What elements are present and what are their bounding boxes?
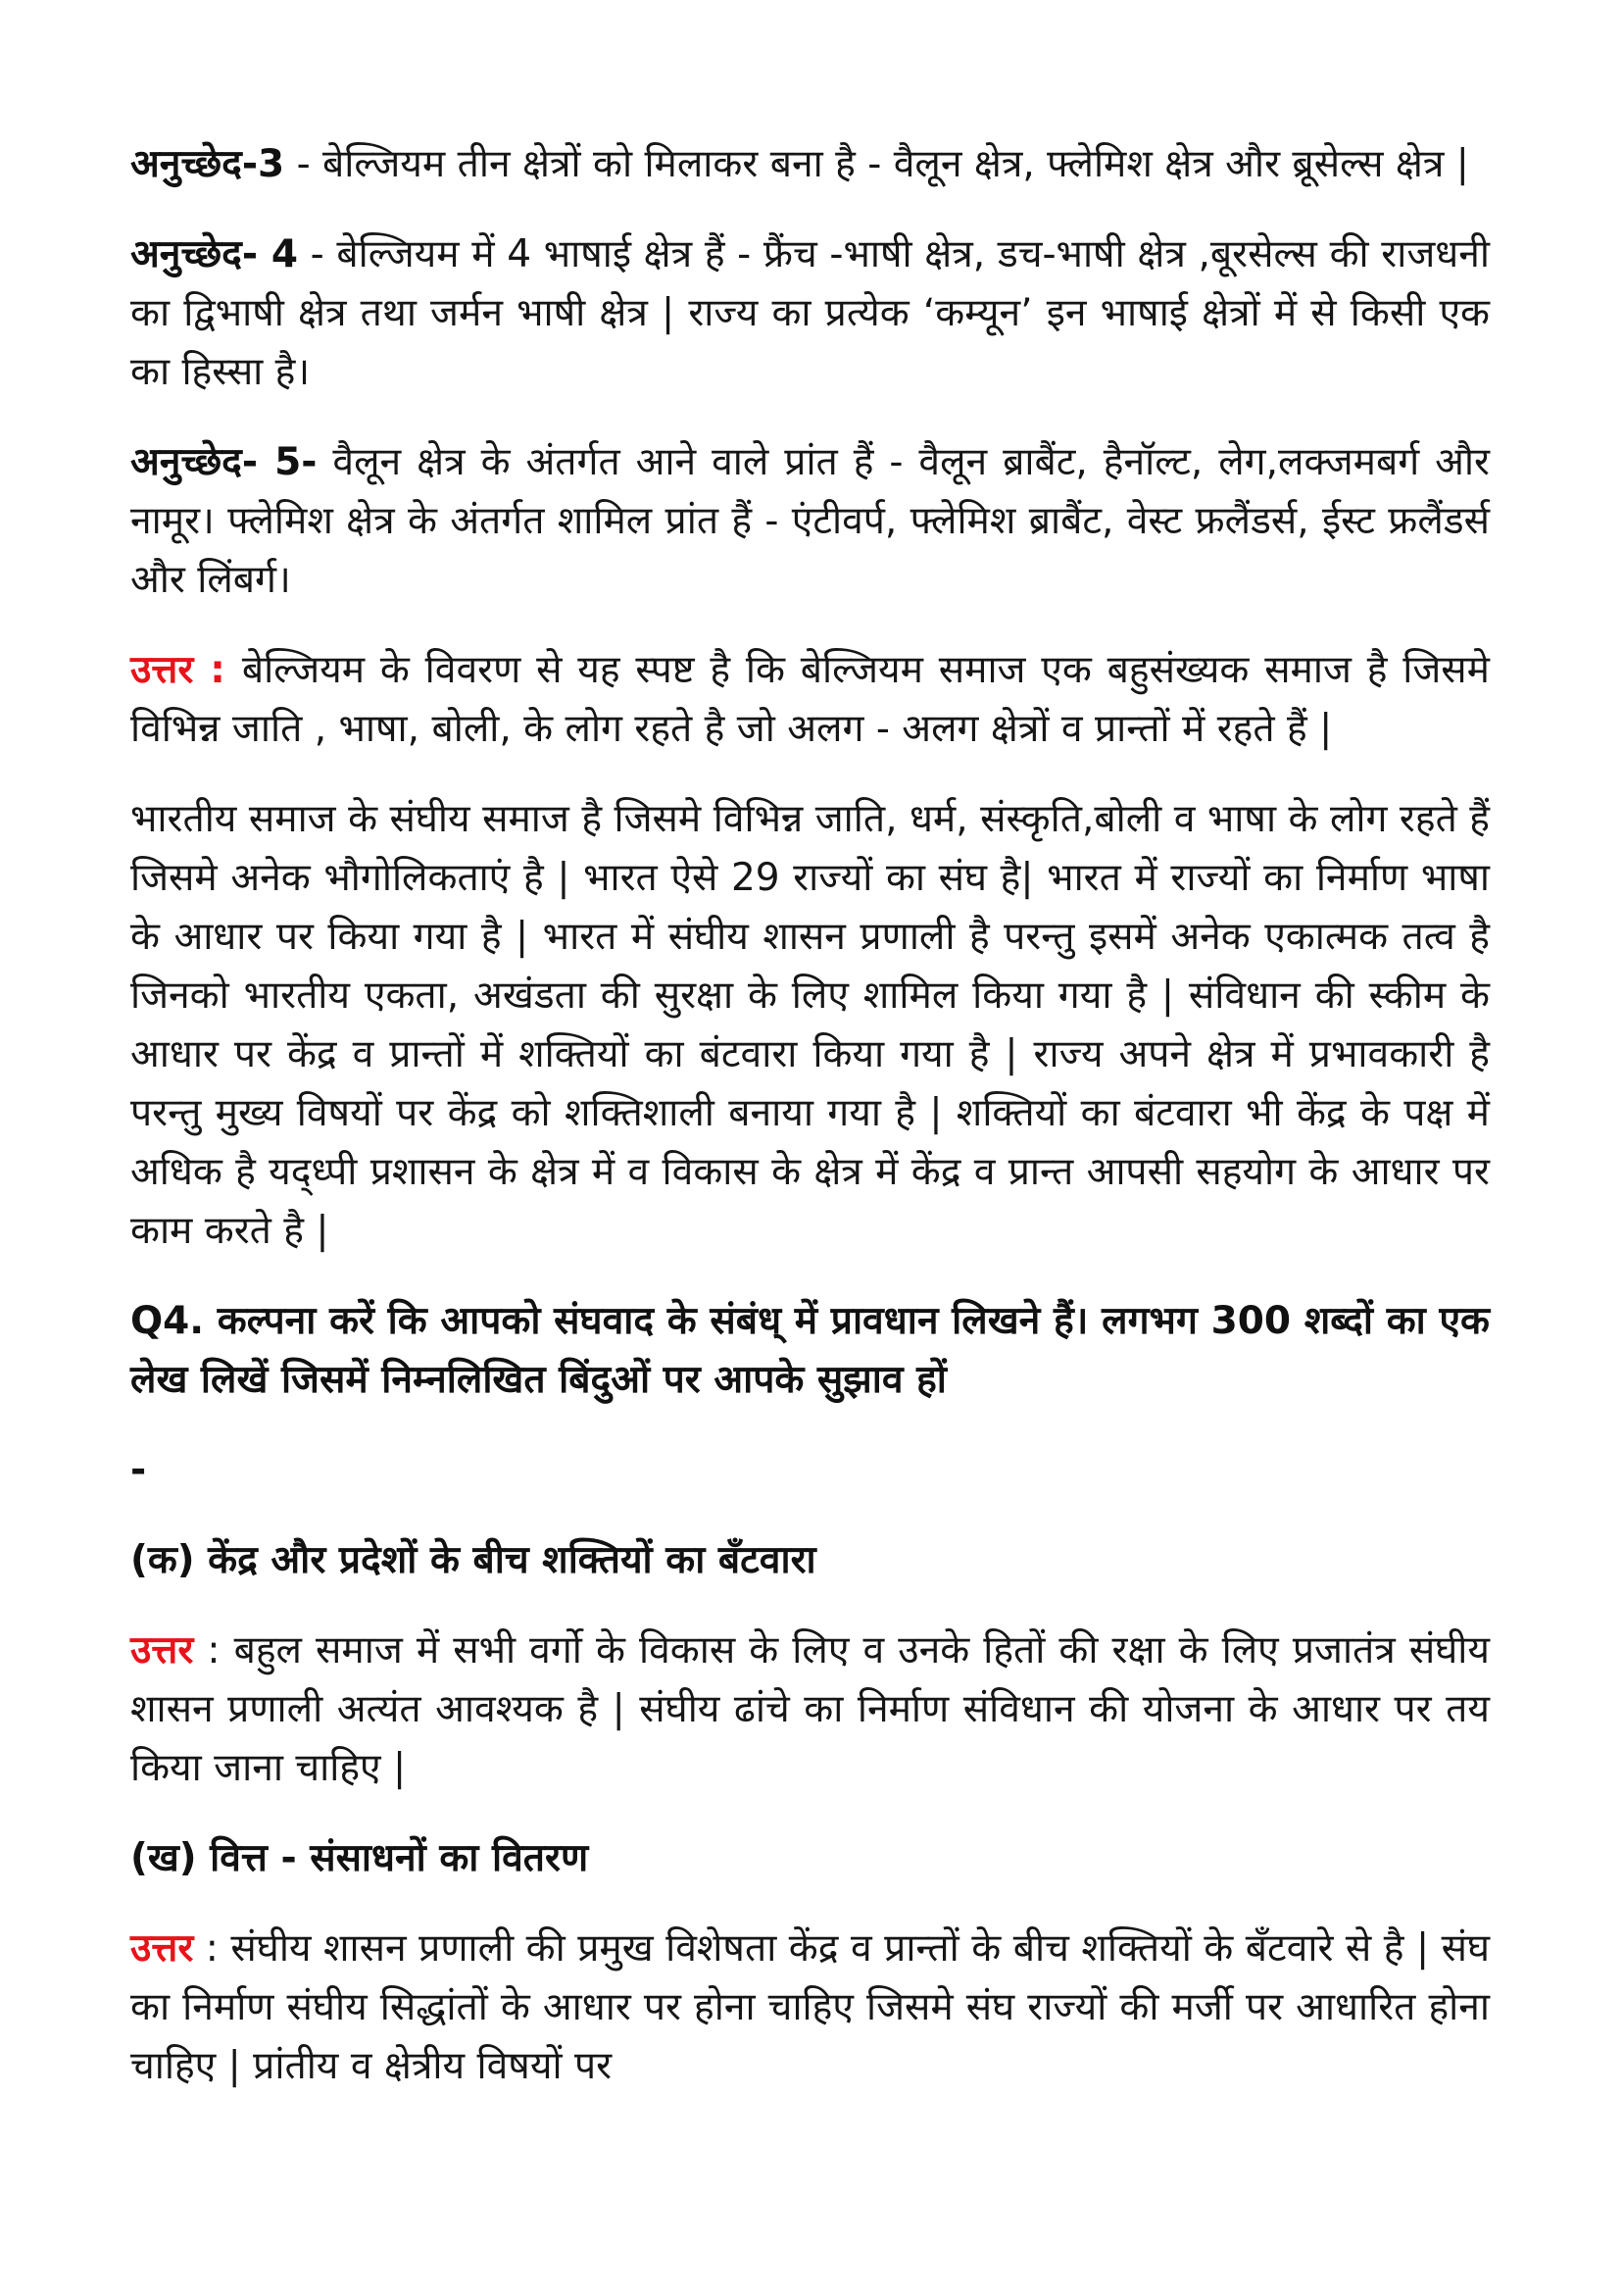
answer-2-text: बहुल समाज में सभी वर्गो के विकास के लिए व उनके हितों की रक्षा के लिए प्रजातंत्र संघीय शासन प्रणाली अत्यंत आवश्यक है | संघीय ढांचे का निर्माण संविधान की योजना के आधार पर तय किया जाना चाहिए | xyxy=(130,1628,1491,1790)
question-4-heading xyxy=(130,1292,1490,1410)
part-b-heading xyxy=(130,1829,1490,1888)
answer-1-label: उत्तर xyxy=(130,648,194,692)
article-5-label: अनुच्छेद- 5- xyxy=(130,440,318,484)
part-a-text: (क) केंद्र और प्रदेशों के बीच शक्तियों का बँटवारा xyxy=(130,1538,816,1582)
article-3-label: अनुच्छेद-3 xyxy=(130,142,285,186)
question-4-text: Q4. कल्पना करें कि आपको संघवाद के संबंध् में प्रावधान लिखने हैं। लगभग 300 शब्दों का एक लेख लिखें जिसमें निम्नलिखित बिंदुओं पर आपके सुझाव हों xyxy=(130,1299,1490,1402)
article-3-text: - बेल्जियम तीन क्षेत्रों को मिलाकर बना है - वैलून क्षेत्र, फ्लेमिश क्षेत्र और ब्रूसेल्स क्षेत्र | xyxy=(284,142,1469,186)
article-4-paragraph xyxy=(130,225,1490,402)
document-page xyxy=(130,135,1490,2096)
answer-3-text: संघीय शासन प्रणाली की प्रमुख विशेषता केंद्र व प्रान्तों के बीच शक्तियों के बँटवारे से है | संघ का निर्माण संघीय सिद्धांतों के आधार पर होना चाहिए जिसमे संघ राज्यों की मर्जी पर आधारित होना चाहिए | प्रांतीय व क्षेत्रीय विषयों पर xyxy=(130,1926,1490,2088)
article-3-paragraph xyxy=(130,135,1490,194)
article-5-text: वैलून क्षेत्र के अंतर्गत आने वाले प्रांत हैं - वैलून ब्राबैंट, हैनॉल्ट, लेग,लक्जमबर्ग और नामूर। फ्लेमिश क्षेत्र के अंतर्गत शामिल प्रांत हैं - एंटीवर्प, फ्लेमिश ब्राबैंट, वेस्ट फ्रलैंडर्स, ईस्ट फ्रलैंडर्स और लिंबर्ग। xyxy=(130,440,1490,602)
india-federalism-text: भारतीय समाज के संघीय समाज है जिसमे विभिन्न जाति, धर्म, संस्कृति,बोली व भाषा के लोग रहते हैं जिसमे अनेक भौगोलिकताएं है | भारत ऐसे 29 राज्यों का संघ है| भारत में राज्यों का निर्माण भाषा के आधार पर किया गया है | भारत में संघीय शासन प्रणाली है परन्तु इसमें अनेक एकात्मक तत्व है जिनको भारतीय एकता, अखंडता की सुरक्षा के लिए शामिल किया गया है | संविधान की स्कीम के आधार पर केंद्र व प्रान्तों में शक्तियों का बंटवारा किया गया है | राज्य अपने क्षेत्र में प्रभावकारी है परन्तु मुख्य विषयों पर केंद्र को शक्तिशाली बनाया गया है | शक्तियों का बंटवारा भी केंद्र के पक्ष में अधिक है यद्ध्पी प्रशासन के क्षेत्र में व विकास के क्षेत्र में केंद्र व प्रान्त आपसी सहयोग के आधार पर काम करते है | xyxy=(130,797,1490,1253)
answer-2-label: उत्तर xyxy=(130,1628,194,1672)
part-b-text: (ख) वित्त - संसाधनों का वितरण xyxy=(130,1836,589,1880)
answer-1-text: बेल्जियम के विवरण से यह स्पष्ट है कि बेल्जियम समाज एक बहुसंख्यक समाज है जिसमे विभिन्न जाति , भाषा, बोली, के लोग रहते है जो अलग - अलग क्षेत्रों व प्रान्तों में रहते हैं | xyxy=(130,648,1490,751)
article-4-text: - बेल्जियम में 4 भाषाई क्षेत्र हैं - फ्रैंच -भाषी क्षेत्र, डच-भाषी क्षेत्र ,बूरसेल्स की राजधनी का द्विभाषी क्षेत्र तथा जर्मन भाषी क्षेत्र | राज्य का प्रत्येक ‘कम्यून’ इन भाषाई क्षेत्रों में से किसी एक का हिस्सा है। xyxy=(130,232,1490,394)
dash-glyph: - xyxy=(130,1448,147,1492)
answer-3-label: उत्तर xyxy=(130,1926,194,1971)
answer-3-paragraph xyxy=(130,1920,1490,2096)
article-5-paragraph xyxy=(130,433,1490,610)
india-federalism-paragraph xyxy=(130,790,1490,1261)
answer-2-colon: : xyxy=(193,1628,234,1672)
answer-1-paragraph xyxy=(130,641,1490,759)
answer-3-colon: : xyxy=(193,1926,231,1971)
answer-2-paragraph xyxy=(130,1622,1490,1798)
article-4-label: अनुच्छेद- 4 xyxy=(130,232,299,276)
question-4-dash xyxy=(130,1441,1490,1500)
part-a-heading xyxy=(130,1531,1490,1590)
answer-1-colon: : xyxy=(193,648,242,692)
